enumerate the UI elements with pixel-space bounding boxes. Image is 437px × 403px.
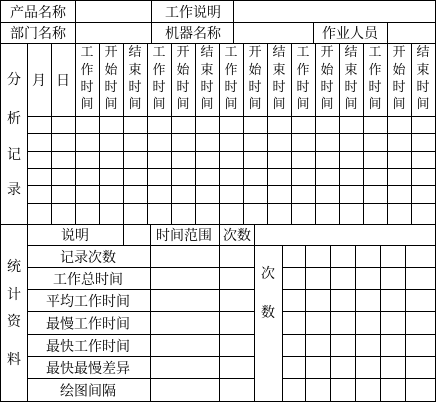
- count-plot-cell[interactable]: [331, 357, 355, 378]
- statistics-row-label: 最快最慢差异: [46, 361, 130, 377]
- analysis-entry-cell[interactable]: [124, 134, 147, 151]
- work-time-header-char: 间: [152, 97, 166, 112]
- work-time-header-char: 工: [152, 45, 166, 60]
- analysis-entry-cell[interactable]: [316, 204, 339, 224]
- count-plot-cell[interactable]: [406, 290, 435, 311]
- count-plot-cell[interactable]: [283, 335, 305, 356]
- count-plot-cell[interactable]: [331, 312, 355, 334]
- work-time-header-char: 工: [368, 45, 382, 60]
- count-plot-cell[interactable]: [381, 290, 405, 311]
- analysis-entry-cell[interactable]: [388, 134, 411, 151]
- count-cell[interactable]: [220, 357, 254, 378]
- product-name-label: 产品名称: [10, 5, 66, 21]
- analysis-entry-cell[interactable]: [244, 169, 267, 185]
- work-time-header-char: 时: [80, 80, 94, 95]
- analysis-entry-cell[interactable]: [52, 169, 75, 185]
- start-time-header-char: 时: [392, 80, 406, 95]
- analysis-entry-cell[interactable]: [292, 134, 315, 151]
- statistics-row-label: 记录次数: [60, 250, 116, 266]
- work-description-label: 工作说明: [165, 5, 221, 21]
- start-time-header-char: 开: [176, 45, 190, 60]
- analysis-entry-cell[interactable]: [172, 134, 195, 151]
- analysis-entry-cell[interactable]: [220, 117, 243, 133]
- analysis-entry-cell[interactable]: [340, 186, 363, 203]
- start-time-header-char: 始: [248, 63, 262, 78]
- analysis-entry-cell[interactable]: [340, 117, 363, 133]
- start-time-header-char: 时: [248, 80, 262, 95]
- count-plot-cell[interactable]: [283, 290, 305, 311]
- analysis-entry-cell[interactable]: [148, 186, 171, 203]
- analysis-entry-cell[interactable]: [340, 134, 363, 151]
- analysis-entry-cell[interactable]: [52, 117, 75, 133]
- analysis-entry-cell[interactable]: [364, 152, 387, 168]
- count-plot-cell[interactable]: [306, 357, 330, 378]
- start-time-header-char: 开: [104, 45, 118, 60]
- count-plot-cell[interactable]: [356, 268, 380, 289]
- analysis-entry-cell[interactable]: [196, 186, 219, 203]
- work-time-header-char: 工: [224, 45, 238, 60]
- analysis-entry-cell[interactable]: [364, 204, 387, 224]
- end-time-header-char: 间: [416, 97, 430, 112]
- analysis-entry-cell[interactable]: [292, 117, 315, 133]
- work-time-header-char: 时: [224, 80, 238, 95]
- analysis-entry-cell[interactable]: [172, 152, 195, 168]
- count-cell[interactable]: [220, 335, 254, 356]
- count-plot-cell[interactable]: [356, 335, 380, 356]
- count-plot-cell[interactable]: [356, 379, 380, 401]
- analysis-entry-cell[interactable]: [196, 117, 219, 133]
- analysis-entry-cell[interactable]: [292, 204, 315, 224]
- end-time-header-char: 结: [272, 45, 286, 60]
- analysis-entry-cell[interactable]: [28, 204, 51, 224]
- analysis-entry-cell[interactable]: [148, 152, 171, 168]
- end-time-header-char: 时: [344, 80, 358, 95]
- analysis-section-label-char: 分: [7, 72, 21, 88]
- end-time-header-char: 束: [344, 63, 358, 78]
- analysis-entry-cell[interactable]: [172, 186, 195, 203]
- time-range-cell[interactable]: [151, 268, 219, 289]
- analysis-entry-cell[interactable]: [172, 169, 195, 185]
- statistics-section-label-char: 资: [7, 314, 21, 330]
- count-plot-cell[interactable]: [283, 379, 305, 401]
- analysis-entry-cell[interactable]: [196, 152, 219, 168]
- count-plot-cell[interactable]: [331, 268, 355, 289]
- count-plot-cell[interactable]: [406, 335, 435, 356]
- end-time-header-char: 时: [200, 80, 214, 95]
- work-time-header-char: 时: [296, 80, 310, 95]
- work-description-field[interactable]: [234, 3, 434, 22]
- analysis-entry-cell[interactable]: [76, 134, 99, 151]
- analysis-entry-cell[interactable]: [100, 186, 123, 203]
- analysis-entry-cell[interactable]: [244, 152, 267, 168]
- count-plot-cell[interactable]: [406, 357, 435, 378]
- analysis-entry-cell[interactable]: [124, 169, 147, 185]
- analysis-entry-cell[interactable]: [28, 117, 51, 133]
- count-header: 次数: [223, 228, 251, 244]
- analysis-entry-cell[interactable]: [316, 117, 339, 133]
- analysis-entry-cell[interactable]: [412, 117, 435, 133]
- analysis-entry-cell[interactable]: [124, 186, 147, 203]
- analysis-entry-cell[interactable]: [412, 134, 435, 151]
- start-time-header-char: 始: [320, 63, 334, 78]
- end-time-header-char: 时: [272, 80, 286, 95]
- statistics-section-label-char: 统: [7, 259, 21, 275]
- analysis-entry-cell[interactable]: [100, 117, 123, 133]
- analysis-entry-cell[interactable]: [220, 169, 243, 185]
- analysis-section-label-char: 析: [7, 111, 21, 127]
- analysis-entry-cell[interactable]: [76, 152, 99, 168]
- analysis-entry-cell[interactable]: [76, 186, 99, 203]
- work-time-header-char: 间: [296, 97, 310, 112]
- analysis-entry-cell[interactable]: [28, 152, 51, 168]
- analysis-section-label-char: 录: [7, 182, 21, 198]
- count-plot-cell[interactable]: [306, 379, 330, 401]
- analysis-entry-cell[interactable]: [148, 169, 171, 185]
- work-time-header-char: 作: [296, 63, 310, 78]
- department-label: 部门名称: [10, 26, 66, 42]
- work-time-header-char: 间: [80, 97, 94, 112]
- analysis-entry-cell[interactable]: [412, 186, 435, 203]
- end-time-header-char: 时: [416, 80, 430, 95]
- operator-label: 作业人员: [322, 26, 378, 42]
- count-plot-cell[interactable]: [381, 312, 405, 334]
- start-time-header-char: 间: [104, 97, 118, 112]
- start-time-header-char: 开: [320, 45, 334, 60]
- time-range-cell[interactable]: [151, 246, 219, 267]
- count-plot-cell[interactable]: [356, 312, 380, 334]
- end-time-header-char: 间: [344, 97, 358, 112]
- analysis-entry-cell[interactable]: [268, 117, 291, 133]
- start-time-header-char: 始: [392, 63, 406, 78]
- start-time-header-char: 开: [248, 45, 262, 60]
- analysis-entry-cell[interactable]: [28, 169, 51, 185]
- work-time-header-char: 工: [296, 45, 310, 60]
- analysis-entry-cell[interactable]: [196, 134, 219, 151]
- count-plot-cell[interactable]: [406, 246, 435, 267]
- time-range-cell[interactable]: [151, 335, 219, 356]
- analysis-entry-cell[interactable]: [52, 186, 75, 203]
- count-plot-cell[interactable]: [283, 268, 305, 289]
- analysis-entry-cell[interactable]: [268, 152, 291, 168]
- description-header: 说明: [61, 228, 89, 244]
- start-time-header-char: 间: [176, 97, 190, 112]
- count-plot-cell[interactable]: [381, 246, 405, 267]
- analysis-entry-cell[interactable]: [28, 134, 51, 151]
- analysis-section-label-char: 记: [7, 147, 21, 163]
- analysis-entry-cell[interactable]: [148, 117, 171, 133]
- analysis-entry-cell[interactable]: [244, 117, 267, 133]
- count-plot-cell[interactable]: [283, 312, 305, 334]
- count-plot-cell[interactable]: [306, 290, 330, 311]
- end-time-header-char: 束: [200, 63, 214, 78]
- start-time-header-char: 时: [104, 80, 118, 95]
- time-range-cell[interactable]: [151, 357, 219, 378]
- statistics-row-label: 最快工作时间: [46, 339, 130, 355]
- count-cell[interactable]: [220, 268, 254, 289]
- analysis-entry-cell[interactable]: [364, 186, 387, 203]
- time-range-cell[interactable]: [151, 290, 219, 311]
- end-time-header-char: 间: [272, 97, 286, 112]
- count-plot-cell[interactable]: [356, 246, 380, 267]
- statistics-section-label-char: 计: [7, 287, 21, 303]
- analysis-entry-cell[interactable]: [244, 204, 267, 224]
- analysis-entry-cell[interactable]: [52, 204, 75, 224]
- count-side-label-char: 数: [261, 305, 275, 321]
- analysis-entry-cell[interactable]: [52, 152, 75, 168]
- count-plot-cell[interactable]: [406, 379, 435, 401]
- analysis-entry-cell[interactable]: [172, 204, 195, 224]
- start-time-header-char: 间: [248, 97, 262, 112]
- analysis-entry-cell[interactable]: [196, 169, 219, 185]
- analysis-entry-cell[interactable]: [220, 152, 243, 168]
- analysis-entry-cell[interactable]: [292, 169, 315, 185]
- statistics-row-label: 平均工作时间: [46, 294, 130, 310]
- analysis-entry-cell[interactable]: [316, 169, 339, 185]
- analysis-entry-cell[interactable]: [268, 186, 291, 203]
- analysis-entry-cell[interactable]: [412, 169, 435, 185]
- analysis-entry-cell[interactable]: [220, 204, 243, 224]
- machine-name-field[interactable]: [234, 24, 313, 43]
- analysis-entry-cell[interactable]: [76, 204, 99, 224]
- analysis-entry-cell[interactable]: [148, 204, 171, 224]
- analysis-entry-cell[interactable]: [388, 169, 411, 185]
- analysis-entry-cell[interactable]: [316, 152, 339, 168]
- work-time-header-char: 间: [368, 97, 382, 112]
- count-cell[interactable]: [220, 379, 254, 401]
- analysis-entry-cell[interactable]: [364, 134, 387, 151]
- analysis-entry-cell[interactable]: [52, 134, 75, 151]
- work-time-header-char: 作: [368, 63, 382, 78]
- analysis-entry-cell[interactable]: [244, 186, 267, 203]
- count-plot-cell[interactable]: [356, 290, 380, 311]
- count-plot-cell[interactable]: [306, 268, 330, 289]
- count-plot-cell[interactable]: [306, 335, 330, 356]
- analysis-entry-cell[interactable]: [148, 134, 171, 151]
- analysis-entry-cell[interactable]: [340, 169, 363, 185]
- time-range-cell[interactable]: [151, 379, 219, 401]
- analysis-entry-cell[interactable]: [412, 204, 435, 224]
- work-time-header-char: 作: [152, 63, 166, 78]
- work-time-header-char: 工: [80, 45, 94, 60]
- count-plot-cell[interactable]: [331, 379, 355, 401]
- count-cell[interactable]: [220, 290, 254, 311]
- analysis-entry-cell[interactable]: [268, 169, 291, 185]
- count-plot-cell[interactable]: [283, 357, 305, 378]
- analysis-entry-cell[interactable]: [364, 117, 387, 133]
- count-plot-cell[interactable]: [381, 357, 405, 378]
- analysis-entry-cell[interactable]: [196, 204, 219, 224]
- count-plot-cell[interactable]: [306, 312, 330, 334]
- end-time-header-char: 结: [200, 45, 214, 60]
- analysis-entry-cell[interactable]: [412, 152, 435, 168]
- analysis-entry-cell[interactable]: [268, 134, 291, 151]
- count-plot-cell[interactable]: [283, 246, 305, 267]
- count-plot-cell[interactable]: [381, 268, 405, 289]
- analysis-entry-cell[interactable]: [388, 152, 411, 168]
- start-time-header-char: 间: [392, 97, 406, 112]
- work-time-header-char: 时: [368, 80, 382, 95]
- end-time-header-char: 结: [416, 45, 430, 60]
- analysis-entry-cell[interactable]: [316, 186, 339, 203]
- count-plot-cell[interactable]: [381, 335, 405, 356]
- analysis-entry-cell[interactable]: [364, 169, 387, 185]
- time-range-cell[interactable]: [151, 312, 219, 334]
- count-plot-cell[interactable]: [406, 268, 435, 289]
- start-time-header-char: 时: [176, 80, 190, 95]
- statistics-row-label: 绘图间隔: [60, 383, 116, 400]
- end-time-header-char: 时: [128, 80, 142, 95]
- analysis-entry-cell[interactable]: [76, 169, 99, 185]
- count-plot-cell[interactable]: [356, 357, 380, 378]
- analysis-entry-cell[interactable]: [220, 186, 243, 203]
- analysis-entry-cell[interactable]: [292, 152, 315, 168]
- analysis-entry-cell[interactable]: [124, 204, 147, 224]
- analysis-entry-cell[interactable]: [340, 204, 363, 224]
- start-time-header-char: 始: [104, 63, 118, 78]
- end-time-header-char: 结: [128, 45, 142, 60]
- analysis-entry-cell[interactable]: [100, 204, 123, 224]
- start-time-header-char: 始: [176, 63, 190, 78]
- analysis-entry-cell[interactable]: [316, 134, 339, 151]
- work-time-header-char: 间: [224, 97, 238, 112]
- count-plot-cell[interactable]: [381, 379, 405, 401]
- analysis-entry-cell[interactable]: [28, 186, 51, 203]
- analysis-entry-cell[interactable]: [124, 152, 147, 168]
- work-time-header-char: 作: [224, 63, 238, 78]
- count-cell[interactable]: [220, 312, 254, 334]
- end-time-header-char: 束: [416, 63, 430, 78]
- analysis-entry-cell[interactable]: [244, 134, 267, 151]
- count-plot-cell[interactable]: [331, 335, 355, 356]
- analysis-entry-cell[interactable]: [340, 152, 363, 168]
- end-time-header-char: 束: [272, 63, 286, 78]
- machine-name-label: 机器名称: [165, 26, 221, 42]
- work-time-header-char: 时: [152, 80, 166, 95]
- start-time-header-char: 时: [320, 80, 334, 95]
- end-time-header-char: 结: [344, 45, 358, 60]
- analysis-entry-cell[interactable]: [100, 152, 123, 168]
- analysis-entry-cell[interactable]: [100, 169, 123, 185]
- start-time-header-char: 开: [392, 45, 406, 60]
- count-plot-cell[interactable]: [331, 290, 355, 311]
- month-label: 月: [32, 73, 46, 89]
- statistics-row-label: 工作总时间: [53, 272, 123, 288]
- statistics-section-label-char: 料: [7, 352, 21, 368]
- count-cell[interactable]: [220, 246, 254, 267]
- end-time-header-char: 束: [128, 63, 142, 78]
- operator-field[interactable]: [388, 24, 434, 43]
- work-time-header-char: 作: [80, 63, 94, 78]
- end-time-header-char: 间: [128, 97, 142, 112]
- statistics-row-label: 最慢工作时间: [46, 316, 130, 333]
- analysis-entry-cell[interactable]: [100, 134, 123, 151]
- day-label: 日: [56, 73, 70, 89]
- department-field[interactable]: [76, 24, 151, 43]
- analysis-entry-cell[interactable]: [172, 117, 195, 133]
- analysis-entry-cell[interactable]: [220, 134, 243, 151]
- analysis-entry-cell[interactable]: [292, 186, 315, 203]
- analysis-entry-cell[interactable]: [268, 204, 291, 224]
- analysis-entry-cell[interactable]: [76, 117, 99, 133]
- start-time-header-char: 间: [320, 97, 334, 112]
- analysis-entry-cell[interactable]: [124, 117, 147, 133]
- time-range-header: 时间范围: [156, 228, 212, 244]
- count-plot-cell[interactable]: [331, 246, 355, 267]
- analysis-entry-cell[interactable]: [388, 186, 411, 203]
- count-plot-cell[interactable]: [306, 246, 330, 267]
- count-side-label-char: 次: [261, 266, 275, 282]
- product-name-field[interactable]: [76, 3, 151, 22]
- count-plot-cell[interactable]: [406, 312, 435, 334]
- end-time-header-char: 间: [200, 97, 214, 112]
- analysis-entry-cell[interactable]: [388, 117, 411, 133]
- analysis-entry-cell[interactable]: [388, 204, 411, 224]
